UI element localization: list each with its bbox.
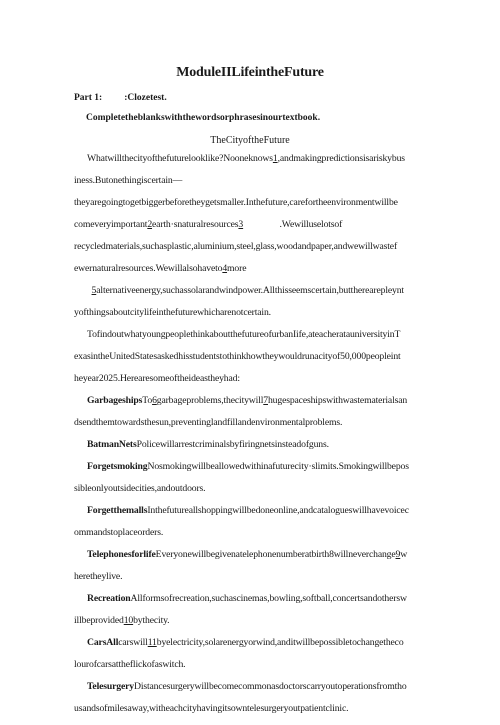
passage-line <box>74 659 434 671</box>
passage-text: earth·snaturalresources <box>152 219 239 230</box>
passage-text: comeveryimportant <box>74 219 148 230</box>
passage-text: exasintheUnitedStatesaskedhisstudentstothinkhowtheywouldrunacityof50,000peopleint <box>74 351 401 362</box>
passage-text: ewernaturalresources.Wewillalsohaveto <box>74 263 223 274</box>
section-heading: Telesurgery <box>87 681 134 692</box>
passage-line <box>74 615 434 627</box>
blank-number: 9 <box>395 549 401 560</box>
blank-number: 2 <box>147 219 153 230</box>
passage-line <box>74 175 434 187</box>
passage-line <box>74 681 434 693</box>
passage-text: sibleonlyoutsidecities,andoutdoors. <box>74 483 206 494</box>
passage-line <box>74 461 434 473</box>
passage-text: bythecity. <box>133 615 170 626</box>
passage-text: illbeprovided <box>74 615 124 626</box>
passage-line <box>74 373 434 385</box>
passage-line <box>74 571 434 583</box>
passage-line <box>74 549 434 561</box>
passage-text: carswill <box>118 637 148 648</box>
passage-line <box>74 307 434 319</box>
passage-line <box>74 527 434 539</box>
passage-text: Distancesurgerywillbecomecommonasdoctorscarryoutoperationsfromtho <box>133 681 407 692</box>
blank-number: 4 <box>222 263 228 274</box>
blank-number: 1 <box>272 153 278 164</box>
blank-number: 7 <box>263 395 268 406</box>
passage-text: iness.Butonethingiscertain— <box>74 175 183 186</box>
passage-text: byelectricity,solarenergyorwind,anditwillbepossibletochangetheco <box>156 637 404 648</box>
passage-text: hugespaceshipswithwastematerialsan <box>267 395 408 406</box>
passage-line <box>74 219 434 231</box>
passage-text: Whatwillthecityofthefuturelooklike?Nooneknows <box>87 153 273 164</box>
blank-number: 5 <box>91 285 97 296</box>
blank-number: 11 <box>147 637 157 648</box>
passage-text: ommandstoplaceorders. <box>74 527 164 538</box>
blank-number: 6 <box>152 395 157 406</box>
section-heading: Forgetthemalls <box>87 505 148 516</box>
passage-line <box>74 263 434 275</box>
passage-text: dsendthemtowardsthesun,preventinglandfillandenvironmentalproblems. <box>74 417 343 428</box>
section-heading: Telephonesforlife <box>87 549 156 560</box>
passage-line <box>74 197 434 209</box>
blank-number: 3 <box>238 219 244 230</box>
section-heading: Garbageships <box>87 395 143 406</box>
section-heading: Recreation <box>87 593 131 604</box>
passage-text: Allformsofrecreation,suchascinemas,bowling,softball,concertsandothersw <box>130 593 407 604</box>
passage-text: heretheylive. <box>74 571 123 582</box>
passage-line <box>74 417 434 429</box>
passage-line <box>74 241 434 253</box>
passage-text: ,andmakingpredictionsisariskybus <box>277 153 405 164</box>
passage-text: w <box>400 549 408 560</box>
page-title: ModuleIILifeintheFuture <box>176 65 324 80</box>
passage-text: .Wewilluselotsof <box>243 219 343 230</box>
passage-line <box>74 395 434 407</box>
passage-body <box>74 153 434 725</box>
section-heading: Forgetsmoking <box>87 461 148 472</box>
passage-line <box>74 483 434 495</box>
part-type: :Clozetest. <box>124 93 167 103</box>
section-heading: BatmanNets <box>87 439 137 450</box>
passage-text: recycledmaterials,suchasplastic,aluminium,steel,glass,woodandpaper,andwewillwastef <box>74 241 398 252</box>
passage-text: To <box>142 395 153 406</box>
passage-line <box>74 703 434 715</box>
passage-line <box>74 637 434 649</box>
part-label <box>74 93 167 103</box>
passage-line <box>74 593 434 605</box>
passage-text: TofindoutwhatyoungpeoplethinkaboutthefutureofurbanIife,ateacheratauniversityinT <box>87 329 401 340</box>
passage-text: Everyonewillbegivenatelephonenumberatbirth8willneverchange <box>155 549 396 560</box>
passage-text: alternativeenergy,suchassolarandwindpower.Allthisseemscertain,buttherearepleynt <box>96 285 404 296</box>
passage-line <box>74 285 434 297</box>
passage-text: heyear2025.Herearesomeoftheideastheyhad: <box>74 373 240 384</box>
passage-text: Inthefutureallshoppingwillbedoneonline,andcatalogueswillhavevoicec <box>147 505 409 516</box>
part-number: Part 1: <box>74 93 103 103</box>
passage-line <box>74 153 434 165</box>
passage-line <box>74 439 434 451</box>
passage-title: TheCityoftheFuture <box>210 135 290 146</box>
passage-text: lourofcarsattheflickofaswitch. <box>74 659 186 670</box>
passage-text: theyaregoingtogetbiggerbeforetheygetsmaller.Inthefuture,carefortheenvironmentwillbe <box>74 197 398 208</box>
passage-text: garbageproblems,thecitywill <box>156 395 264 406</box>
passage-text: usandsofmilesaway,witheachcityhavingitsowntelesurgeryoutpatientclinic. <box>74 703 349 714</box>
blank-number: 10 <box>123 615 134 626</box>
section-heading: CarsAll <box>87 637 119 648</box>
passage-text: yofthingsaboutcitylifeinthefuturewhicharenotcertain. <box>74 307 271 318</box>
passage-line <box>74 329 434 341</box>
passage-text: Policewillarrestcriminalsbyfiringnetsinsteadofguns. <box>136 439 329 450</box>
passage-line <box>74 505 434 517</box>
passage-text: Nosmokingwillbeallowedwithinafuturecity·slimits.Smokingwillbepos <box>147 461 409 472</box>
passage-line <box>74 351 434 363</box>
instruction-text: Completetheblankswiththewordsorphrasesinourtextbook. <box>86 113 321 123</box>
passage-text: more <box>227 263 247 274</box>
